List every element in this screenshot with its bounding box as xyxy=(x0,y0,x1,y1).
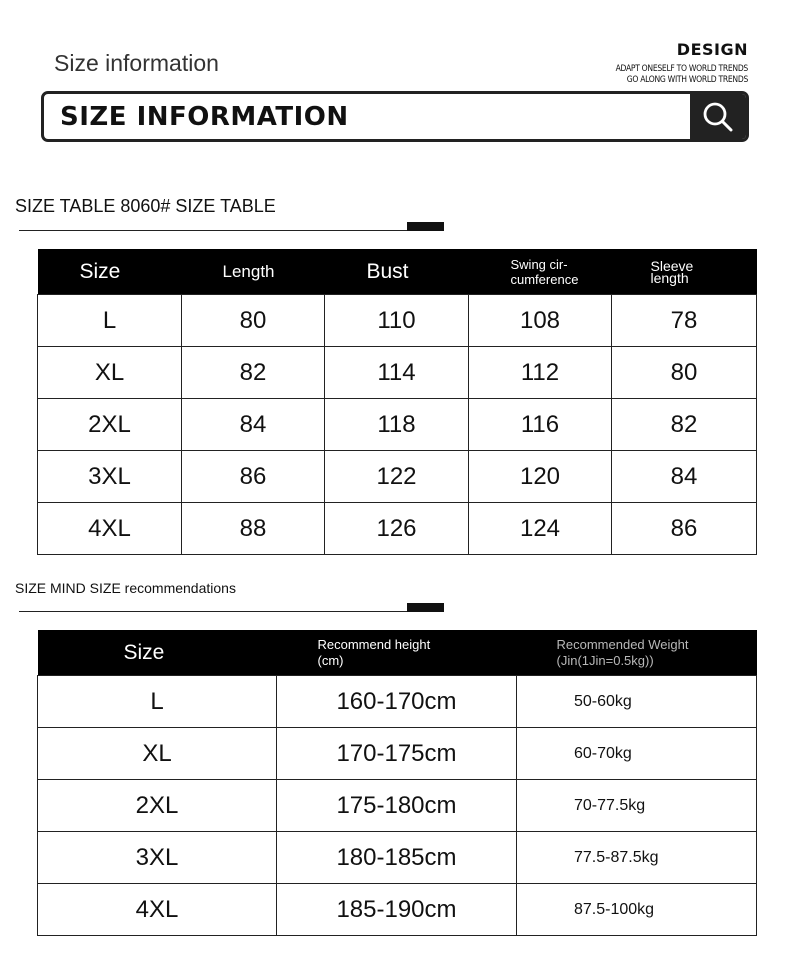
table-row xyxy=(38,347,757,399)
cell-bust: 118 xyxy=(325,399,469,451)
search-bar[interactable] xyxy=(41,91,749,142)
table-row xyxy=(38,503,757,555)
cell-sleeve: 80 xyxy=(612,347,757,399)
table-row xyxy=(38,399,757,451)
cell-swing: 120 xyxy=(469,451,612,503)
cell-height: 175-180cm xyxy=(277,780,517,832)
cell-size: XL xyxy=(38,728,277,780)
cell-bust: 110 xyxy=(325,295,469,347)
cell-length: 84 xyxy=(182,399,325,451)
divider-block xyxy=(407,603,444,612)
cell-sleeve: 82 xyxy=(612,399,757,451)
cell-swing: 108 xyxy=(469,295,612,347)
recommend-table-title: SIZE MIND SIZE recommendations xyxy=(15,580,236,596)
cell-height: 160-170cm xyxy=(277,676,517,728)
cell-bust: 122 xyxy=(325,451,469,503)
cell-bust: 114 xyxy=(325,347,469,399)
cell-size: 3XL xyxy=(38,451,182,503)
table-row xyxy=(38,451,757,503)
table-row xyxy=(38,676,757,728)
cell-weight: 70-77.5kg xyxy=(517,780,757,832)
recommend-table xyxy=(37,630,757,936)
cell-height: 180-185cm xyxy=(277,832,517,884)
column-header-weight: Recommended Weight (Jin(1Jin=0.5kg)) xyxy=(517,630,757,676)
cell-bust: 126 xyxy=(325,503,469,555)
cell-height: 185-190cm xyxy=(277,884,517,936)
table-row xyxy=(38,295,757,347)
page-title: Size information xyxy=(54,50,219,76)
search-icon xyxy=(702,101,734,133)
size-table xyxy=(37,249,757,555)
column-header-sleeve: Sleeve length xyxy=(612,249,757,295)
column-header-size: Size xyxy=(38,249,182,295)
cell-length: 82 xyxy=(182,347,325,399)
brand-tagline-2: GO ALONG WITH WORLD TRENDS xyxy=(626,75,748,85)
cell-height: 170-175cm xyxy=(277,728,517,780)
table-row xyxy=(38,832,757,884)
cell-weight: 60-70kg xyxy=(517,728,757,780)
table-row xyxy=(38,780,757,832)
column-header-size: Size xyxy=(38,630,277,676)
brand-word: DESIGN xyxy=(676,40,748,59)
cell-swing: 116 xyxy=(469,399,612,451)
divider-block xyxy=(407,222,444,231)
cell-length: 86 xyxy=(182,451,325,503)
cell-size: XL xyxy=(38,347,182,399)
cell-swing: 112 xyxy=(469,347,612,399)
cell-size: L xyxy=(38,676,277,728)
cell-sleeve: 84 xyxy=(612,451,757,503)
cell-size: 3XL xyxy=(38,832,277,884)
cell-weight: 77.5-87.5kg xyxy=(517,832,757,884)
cell-weight: 50-60kg xyxy=(517,676,757,728)
cell-length: 80 xyxy=(182,295,325,347)
table-row xyxy=(38,884,757,936)
cell-weight: 87.5-100kg xyxy=(517,884,757,936)
cell-size: 4XL xyxy=(38,884,277,936)
cell-sleeve: 78 xyxy=(612,295,757,347)
divider-line xyxy=(19,611,409,612)
search-text[interactable]: SIZE INFORMATION xyxy=(60,101,349,132)
cell-length: 88 xyxy=(182,503,325,555)
cell-sleeve: 86 xyxy=(612,503,757,555)
brand-tagline-1: ADAPT ONESELF TO WORLD TRENDS xyxy=(615,64,748,74)
cell-size: 2XL xyxy=(38,780,277,832)
cell-size: 4XL xyxy=(38,503,182,555)
column-header-bust: Bust xyxy=(325,249,469,295)
column-header-length: Length xyxy=(182,249,325,295)
brand-block xyxy=(548,40,748,86)
divider-line xyxy=(19,230,409,231)
cell-size: 2XL xyxy=(38,399,182,451)
table-header-row xyxy=(38,630,757,676)
cell-swing: 124 xyxy=(469,503,612,555)
search-button[interactable] xyxy=(690,94,746,139)
column-header-height: Recommend height (cm) xyxy=(277,630,517,676)
table-row xyxy=(38,728,757,780)
size-table-title: SIZE TABLE 8060# SIZE TABLE xyxy=(15,196,276,216)
table-header-row xyxy=(38,249,757,295)
cell-size: L xyxy=(38,295,182,347)
column-header-swing: Swing cir- cumference xyxy=(469,249,612,295)
